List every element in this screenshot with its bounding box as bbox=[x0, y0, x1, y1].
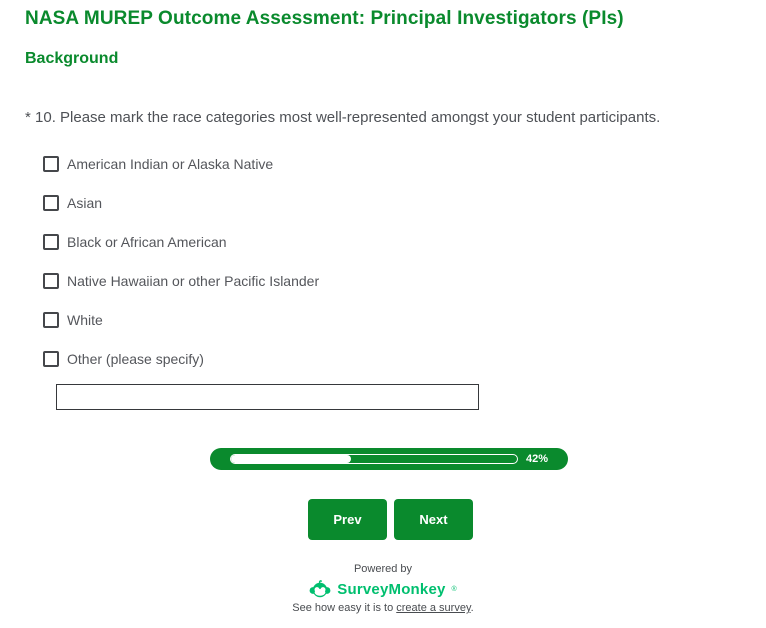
checkbox-white[interactable] bbox=[43, 312, 59, 328]
progress-track bbox=[230, 454, 518, 464]
section-heading: Background bbox=[25, 50, 119, 67]
other-specify-input[interactable] bbox=[56, 384, 479, 410]
surveymonkey-wordmark[interactable]: SurveyMonkey bbox=[337, 580, 446, 598]
option-row-white[interactable] bbox=[43, 312, 319, 328]
powered-by-text: Powered by bbox=[353, 563, 413, 575]
options-list bbox=[43, 156, 319, 390]
option-label[interactable]: American Indian or Alaska Native bbox=[67, 156, 274, 172]
checkbox-native-hawaiian-or-other-pacific-islander[interactable] bbox=[43, 273, 59, 289]
checkbox-other-please-specify[interactable] bbox=[43, 351, 59, 367]
option-label[interactable]: White bbox=[67, 312, 103, 328]
tagline-prefix: See how easy it is to bbox=[292, 602, 397, 614]
progress-bar bbox=[210, 448, 568, 470]
question-prompt: * 10. Please mark the race categories most well-represented amongst your student participants. bbox=[25, 109, 661, 126]
checkbox-american-indian-or-alaska-native[interactable] bbox=[43, 156, 59, 172]
survey-title: NASA MUREP Outcome Assessment: Principal Investigators (PIs) bbox=[25, 8, 624, 29]
trademark-symbol: ® bbox=[451, 585, 457, 593]
nav-buttons bbox=[308, 499, 473, 540]
option-row-other-please-specify[interactable] bbox=[43, 351, 319, 367]
checkbox-asian[interactable] bbox=[43, 195, 59, 211]
option-label[interactable]: Other (please specify) bbox=[67, 351, 204, 367]
tagline-suffix: . bbox=[470, 602, 474, 614]
footer bbox=[0, 563, 766, 614]
checkbox-black-or-african-american[interactable] bbox=[43, 234, 59, 250]
progress-percent-label: 42% bbox=[526, 453, 549, 465]
option-row-american-indian-or-alaska-native[interactable] bbox=[43, 156, 319, 172]
surveymonkey-brand[interactable] bbox=[0, 580, 766, 598]
next-button[interactable]: Next bbox=[394, 499, 473, 540]
option-row-black-or-african-american[interactable] bbox=[43, 234, 319, 250]
option-label[interactable]: Asian bbox=[67, 195, 103, 211]
option-label[interactable]: Black or African American bbox=[67, 234, 227, 250]
progress-fill bbox=[231, 455, 351, 463]
create-a-survey-link[interactable]: create a survey bbox=[396, 602, 471, 614]
option-row-asian[interactable] bbox=[43, 195, 319, 211]
option-label[interactable]: Native Hawaiian or other Pacific Islander bbox=[67, 273, 320, 289]
surveymonkey-logo-icon bbox=[309, 580, 331, 598]
footer-tagline bbox=[0, 602, 766, 614]
prev-button[interactable]: Prev bbox=[308, 499, 387, 540]
option-row-native-hawaiian-or-other-pacific-islander[interactable] bbox=[43, 273, 319, 289]
